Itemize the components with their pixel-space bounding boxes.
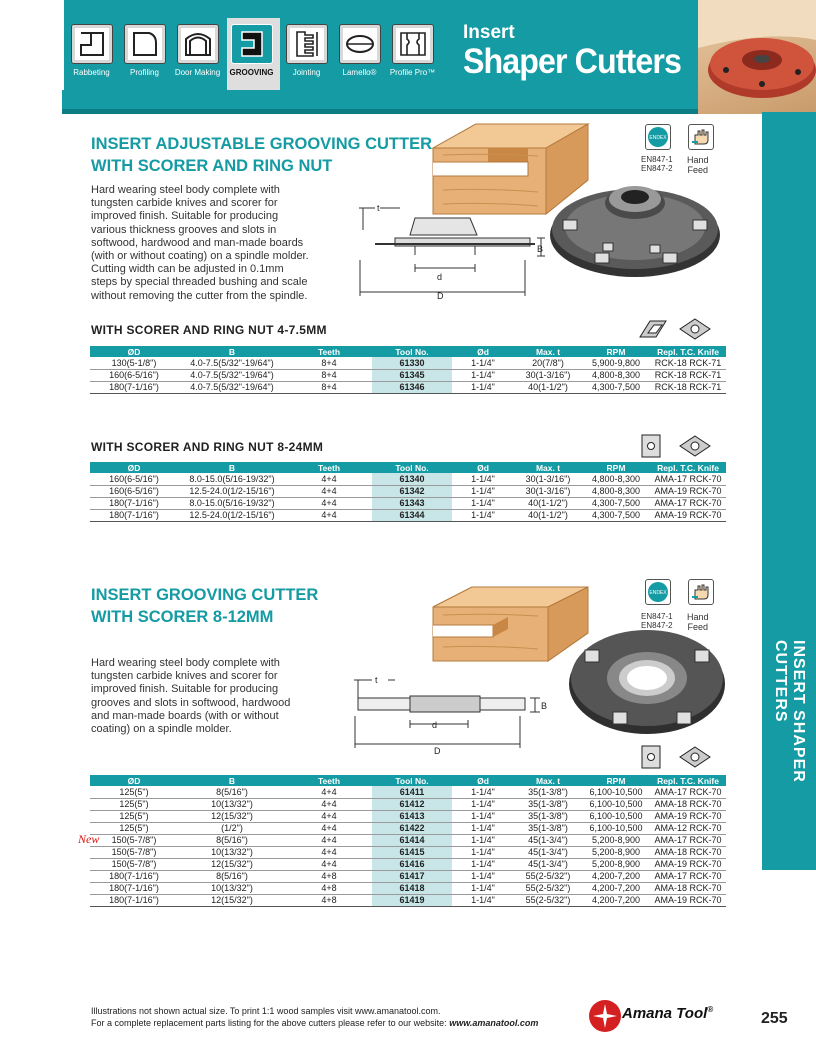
- table-cell: 1-1/4": [452, 822, 514, 834]
- table-row: [90, 381, 726, 393]
- table-cell: 10(13/32"): [178, 882, 286, 894]
- table-cell: (1/2"): [178, 822, 286, 834]
- table-cell: 1-1/4": [452, 381, 514, 393]
- amana-logo-text: Amana Tool®: [622, 1005, 714, 1022]
- table-cell: AMA-19 RCK-70: [650, 810, 726, 822]
- table-cell: AMA-12 RCK-70: [650, 822, 726, 834]
- tool-number-cell: 61330: [372, 357, 452, 369]
- table-cell: 4,200-7,200: [582, 894, 650, 906]
- table-cell: 4+4: [286, 846, 372, 858]
- tool-number-cell: 61340: [372, 473, 452, 485]
- table-cell: 4+4: [286, 834, 372, 846]
- footer-line1: Illustrations not shown actual size. To print 1:1 wood samples visit www.amanatool.com.: [91, 1006, 441, 1016]
- table-cell: 5,900-9,800: [582, 357, 650, 369]
- table-cell: 6,100-10,500: [582, 786, 650, 798]
- table-cell: 5,200-8,900: [582, 846, 650, 858]
- table-cell: AMA-17 RCK-70: [650, 497, 726, 509]
- table-cell: 6,100-10,500: [582, 810, 650, 822]
- lamello-icon: [339, 24, 381, 64]
- col-header: Teeth: [286, 775, 372, 786]
- hand-feed-icon: [688, 579, 714, 605]
- table-cell: 1-1/4": [452, 870, 514, 882]
- col-header: Max. t: [514, 346, 582, 357]
- category-rabbeting[interactable]: [66, 24, 117, 77]
- svg-text:t: t: [377, 203, 380, 213]
- table-cell: 1-1/4": [452, 357, 514, 369]
- table-cell: 4.0-7.5(5/32"-19/64"): [178, 357, 286, 369]
- endex-badge: [645, 124, 671, 150]
- table-cell: AMA-17 RCK-70: [650, 870, 726, 882]
- table-cell: 1-1/4": [452, 846, 514, 858]
- table-cell: 125(5"): [90, 798, 178, 810]
- svg-text:ENDEX: ENDEX: [649, 135, 667, 141]
- cutter-photo-adjustable: [545, 165, 725, 280]
- col-header: Repl. T.C. Knife: [650, 462, 726, 473]
- table-cell: 1-1/4": [452, 485, 514, 497]
- table-cell: RCK-18 RCK-71: [650, 357, 726, 369]
- table-cell: 4+4: [286, 810, 372, 822]
- website-link[interactable]: www.amanatool.com: [449, 1017, 539, 1028]
- svg-text:D: D: [434, 746, 441, 756]
- table-cell: 1-1/4": [452, 798, 514, 810]
- section1-title: INSERT ADJUSTABLE GROOVING CUTTER WITH SCORER AND RING NUT: [91, 135, 433, 175]
- table-cell: 4+4: [286, 485, 372, 497]
- table-header-row: [90, 462, 726, 473]
- table2: [90, 462, 726, 522]
- table-row: [90, 485, 726, 497]
- col-header: Tool No.: [372, 346, 452, 357]
- col-header: Max. t: [514, 462, 582, 473]
- side-tab-label: INSERT SHAPER CUTTERS: [772, 640, 807, 783]
- tool-number-cell: 61342: [372, 485, 452, 497]
- table-cell: 4,800-8,300: [582, 473, 650, 485]
- table-row: [90, 357, 726, 369]
- table-cell: 35(1-3/8"): [514, 786, 582, 798]
- table-cell: 4.0-7.5(5/32"-19/64"): [178, 369, 286, 381]
- tool-number-cell: 61344: [372, 509, 452, 521]
- table-cell: 1-1/4": [452, 509, 514, 521]
- table-cell: 1-1/4": [452, 369, 514, 381]
- tool-number-cell: 61345: [372, 369, 452, 381]
- tool-number-cell: 61413: [372, 810, 452, 822]
- table-cell: 6,100-10,500: [582, 798, 650, 810]
- table-cell: 1-1/4": [452, 786, 514, 798]
- table-cell: 40(1-1/2"): [514, 497, 582, 509]
- table-cell: 125(5"): [90, 822, 178, 834]
- category-jointing[interactable]: [281, 24, 332, 77]
- category-label: Profiling: [130, 68, 159, 77]
- table-cell: AMA-19 RCK-70: [650, 509, 726, 521]
- table-cell: 180(7-1/16"): [90, 894, 178, 906]
- col-header: Ød: [452, 462, 514, 473]
- hand-feed-label: Hand Feed: [687, 612, 709, 632]
- table-row: [90, 509, 726, 521]
- col-header: B: [178, 462, 286, 473]
- table-cell: 4+8: [286, 870, 372, 882]
- table-cell: 150(5-7/8"): [90, 834, 178, 846]
- cutter-photo: [698, 0, 816, 114]
- svg-text:t: t: [375, 675, 378, 685]
- jointing-icon: [286, 24, 328, 64]
- cutter-profile-diagram: [355, 200, 555, 300]
- table-cell: 10(13/32"): [178, 798, 286, 810]
- table-row: [90, 858, 726, 870]
- table-cell: 4,300-7,500: [582, 381, 650, 393]
- tool-number-cell: 61412: [372, 798, 452, 810]
- standards-label: EN847-1 EN847-2: [641, 155, 673, 173]
- table-cell: 45(1-3/4"): [514, 846, 582, 858]
- table-row: [90, 810, 726, 822]
- table3: [90, 775, 726, 907]
- category-profile-pro[interactable]: [387, 24, 438, 77]
- table-cell: 55(2-5/32"): [514, 882, 582, 894]
- table-cell: 4+4: [286, 473, 372, 485]
- table-cell: 4+4: [286, 509, 372, 521]
- table-cell: 4+4: [286, 822, 372, 834]
- table-cell: 180(7-1/16"): [90, 870, 178, 882]
- table-cell: 5,200-8,900: [582, 858, 650, 870]
- table-cell: 1-1/4": [452, 834, 514, 846]
- page-number: 255: [761, 1010, 788, 1027]
- table-cell: 12(15/32"): [178, 894, 286, 906]
- header-brand-small: Insert: [463, 22, 515, 43]
- table-cell: 4+4: [286, 798, 372, 810]
- table-cell: 8(5/16"): [178, 870, 286, 882]
- category-lamello[interactable]: [334, 24, 385, 77]
- insert-knife-icon: [678, 745, 712, 769]
- col-header: ØD: [90, 346, 178, 357]
- table-cell: 4+4: [286, 497, 372, 509]
- col-header: B: [178, 775, 286, 786]
- ring-nut-knife-icon: [636, 317, 670, 341]
- table-cell: AMA-18 RCK-70: [650, 882, 726, 894]
- amana-logo-icon: [588, 999, 622, 1033]
- cutter-profile-diagram: [350, 672, 560, 760]
- table-cell: 20(7/8"): [514, 357, 582, 369]
- tool-number-cell: 61346: [372, 381, 452, 393]
- table-cell: 4,300-7,500: [582, 509, 650, 521]
- tool-number-cell: 61422: [372, 822, 452, 834]
- table-cell: 30(1-3/16"): [514, 473, 582, 485]
- standards-label: EN847-1 EN847-2: [641, 612, 673, 630]
- table-cell: 8(5/16"): [178, 834, 286, 846]
- table-cell: AMA-19 RCK-70: [650, 858, 726, 870]
- table-cell: 1-1/4": [452, 810, 514, 822]
- table-cell: 130(5-1/8"): [90, 357, 178, 369]
- category-profiling[interactable]: [119, 24, 170, 77]
- table-row: [90, 846, 726, 858]
- table2-title: WITH SCORER AND RING NUT 8-24MM: [91, 440, 324, 454]
- col-header: Max. t: [514, 775, 582, 786]
- table-cell: 45(1-3/4"): [514, 858, 582, 870]
- table-cell: 8.0-15.0(5/16-19/32"): [178, 473, 286, 485]
- table-row: [90, 497, 726, 509]
- table-row: [90, 882, 726, 894]
- svg-text:d: d: [437, 272, 443, 282]
- tool-number-cell: 61343: [372, 497, 452, 509]
- table-cell: 8+4: [286, 357, 372, 369]
- svg-text:d: d: [432, 720, 438, 730]
- col-header: ØD: [90, 462, 178, 473]
- profile-pro-icon: [392, 24, 434, 64]
- table-cell: 30(1-3/16"): [514, 369, 582, 381]
- col-header: B: [178, 346, 286, 357]
- table-cell: 12.5-24.0(1/2-15/16"): [178, 485, 286, 497]
- table-cell: 4,200-7,200: [582, 870, 650, 882]
- header-bottom-band: [62, 109, 698, 114]
- tool-number-cell: 61415: [372, 846, 452, 858]
- table-cell: 35(1-3/8"): [514, 822, 582, 834]
- table-cell: 10(13/32"): [178, 846, 286, 858]
- hand-feed-icon: [688, 124, 714, 150]
- col-header: ØD: [90, 775, 178, 786]
- col-header: Ød: [452, 346, 514, 357]
- table-cell: AMA-18 RCK-70: [650, 798, 726, 810]
- table-cell: 4+8: [286, 882, 372, 894]
- table-header-row: [90, 775, 726, 786]
- table-cell: 160(6-5/16"): [90, 369, 178, 381]
- header-brand-title: Shaper Cutters: [463, 42, 681, 81]
- tool-number-cell: 61417: [372, 870, 452, 882]
- svg-text:D: D: [437, 291, 444, 300]
- category-label: Jointing: [292, 68, 321, 77]
- table-row: [90, 894, 726, 906]
- header-divider: [62, 0, 64, 90]
- table-cell: 6,100-10,500: [582, 822, 650, 834]
- col-header: RPM: [582, 462, 650, 473]
- section2-title: INSERT GROOVING CUTTER WITH SCORER 8-12MM: [91, 586, 319, 626]
- table-cell: 8.0-15.0(5/16-19/32"): [178, 497, 286, 509]
- table-cell: 5,200-8,900: [582, 834, 650, 846]
- tool-number-cell: 61418: [372, 882, 452, 894]
- table-cell: 160(6-5/16"): [90, 485, 178, 497]
- table-cell: 8+4: [286, 381, 372, 393]
- table-cell: 1-1/4": [452, 473, 514, 485]
- table-cell: 4+4: [286, 786, 372, 798]
- table-row: [90, 473, 726, 485]
- table-cell: 12(15/32"): [178, 810, 286, 822]
- table-cell: 55(2-5/32"): [514, 870, 582, 882]
- table-cell: 8(5/16"): [178, 786, 286, 798]
- table-row: [90, 786, 726, 798]
- table-cell: AMA-19 RCK-70: [650, 485, 726, 497]
- table-row: [90, 822, 726, 834]
- table-cell: 180(7-1/16"): [90, 497, 178, 509]
- table-cell: 12(15/32"): [178, 858, 286, 870]
- table-cell: 125(5"): [90, 810, 178, 822]
- table-cell: 8+4: [286, 369, 372, 381]
- category-label: Rabbeting: [73, 68, 110, 77]
- col-header: Tool No.: [372, 775, 452, 786]
- rabbeting-icon: [71, 24, 113, 64]
- table-cell: AMA-17 RCK-70: [650, 834, 726, 846]
- table-cell: 4,200-7,200: [582, 882, 650, 894]
- col-header: Tool No.: [372, 462, 452, 473]
- table-cell: RCK-18 RCK-71: [650, 381, 726, 393]
- table-cell: AMA-17 RCK-70: [650, 473, 726, 485]
- col-header: Ød: [452, 775, 514, 786]
- table-cell: AMA-18 RCK-70: [650, 846, 726, 858]
- section1-description: Hard wearing steel body complete with tungsten carbide knives and scorer for improved finish. Suitable for producing various thickness grooves and slots in softwood, hardwood and man-made boards (with or without coating) on a spindle molder. Cutting width can be adjusted in 0.1mm steps by special threaded bushing and scale without removing the cutter from the spindle.: [91, 184, 309, 302]
- table-cell: 180(7-1/16"): [90, 381, 178, 393]
- section2-description: Hard wearing steel body complete with tungsten carbide knives and scorer for improved finish. Suitable for producing grooves and slots in softwood, hardwood and man-made boards (with or without coating) on a spindle molder.: [91, 657, 291, 736]
- table-cell: 1-1/4": [452, 894, 514, 906]
- table-cell: 4,300-7,500: [582, 497, 650, 509]
- col-header: RPM: [582, 775, 650, 786]
- grooving-icon: [231, 24, 273, 64]
- table1-title: WITH SCORER AND RING NUT 4-7.5MM: [91, 323, 327, 337]
- tool-number-cell: 61419: [372, 894, 452, 906]
- insert-knife-icon: [678, 317, 712, 341]
- svg-text:B: B: [537, 244, 544, 254]
- table-cell: 40(1-1/2"): [514, 381, 582, 393]
- table-cell: 12.5-24.0(1/2-15/16"): [178, 509, 286, 521]
- col-header: RPM: [582, 346, 650, 357]
- table-cell: 4+8: [286, 894, 372, 906]
- svg-text:B: B: [541, 701, 548, 711]
- table-cell: 1-1/4": [452, 882, 514, 894]
- table-header-row: [90, 346, 726, 357]
- hand-feed-label: Hand Feed: [687, 155, 709, 175]
- table-cell: AMA-17 RCK-70: [650, 786, 726, 798]
- table-cell: 35(1-3/8"): [514, 798, 582, 810]
- table-cell: 1-1/4": [452, 497, 514, 509]
- table-cell: 40(1-1/2"): [514, 509, 582, 521]
- table-cell: 45(1-3/4"): [514, 834, 582, 846]
- table-cell: 35(1-3/8"): [514, 810, 582, 822]
- table-cell: 4,800-8,300: [582, 485, 650, 497]
- category-grooving[interactable]: [226, 18, 277, 77]
- profiling-icon: [124, 24, 166, 64]
- table-cell: AMA-19 RCK-70: [650, 894, 726, 906]
- table-cell: 125(5"): [90, 786, 178, 798]
- new-product-tag: New: [78, 832, 100, 846]
- category-label: Profile Pro™: [389, 68, 436, 77]
- square-insert-icon: [640, 433, 662, 459]
- table-row: [90, 798, 726, 810]
- category-label: Door Making: [174, 68, 221, 77]
- svg-text:ENDEX: ENDEX: [649, 590, 667, 596]
- table-row: [90, 870, 726, 882]
- category-label: Lamello®: [342, 68, 377, 77]
- table-cell: 150(5-7/8"): [90, 846, 178, 858]
- tool-number-cell: 61414: [372, 834, 452, 846]
- col-header: Teeth: [286, 346, 372, 357]
- square-insert-icon: [640, 744, 662, 770]
- col-header: Repl. T.C. Knife: [650, 775, 726, 786]
- endex-badge: [645, 579, 671, 605]
- table-row: [90, 834, 726, 846]
- table-cell: 180(7-1/16"): [90, 509, 178, 521]
- door-making-icon: [177, 24, 219, 64]
- cutter-photo-grooving: [565, 620, 730, 740]
- footer-notes: [91, 1006, 538, 1029]
- tool-number-cell: 61411: [372, 786, 452, 798]
- col-header: Repl. T.C. Knife: [650, 346, 726, 357]
- table-cell: 4.0-7.5(5/32"-19/64"): [178, 381, 286, 393]
- table-cell: 150(5-7/8"): [90, 858, 178, 870]
- table-cell: 180(7-1/16"): [90, 882, 178, 894]
- tool-number-cell: 61416: [372, 858, 452, 870]
- table1: [90, 346, 726, 394]
- table-cell: 160(6-5/16"): [90, 473, 178, 485]
- table-cell: 55(2-5/32"): [514, 894, 582, 906]
- footer-line2: For a complete replacement parts listing for the above cutters please refer to our website: www.amanatool.com: [91, 1017, 539, 1028]
- table-cell: 1-1/4": [452, 858, 514, 870]
- category-label: GROOVING: [229, 68, 274, 77]
- table-cell: 4,800-8,300: [582, 369, 650, 381]
- table-cell: 4+4: [286, 858, 372, 870]
- table-row: [90, 369, 726, 381]
- col-header: Teeth: [286, 462, 372, 473]
- table-cell: 30(1-3/16"): [514, 485, 582, 497]
- insert-knife-icon: [678, 434, 712, 458]
- table-cell: RCK-18 RCK-71: [650, 369, 726, 381]
- category-door-making[interactable]: [172, 24, 223, 77]
